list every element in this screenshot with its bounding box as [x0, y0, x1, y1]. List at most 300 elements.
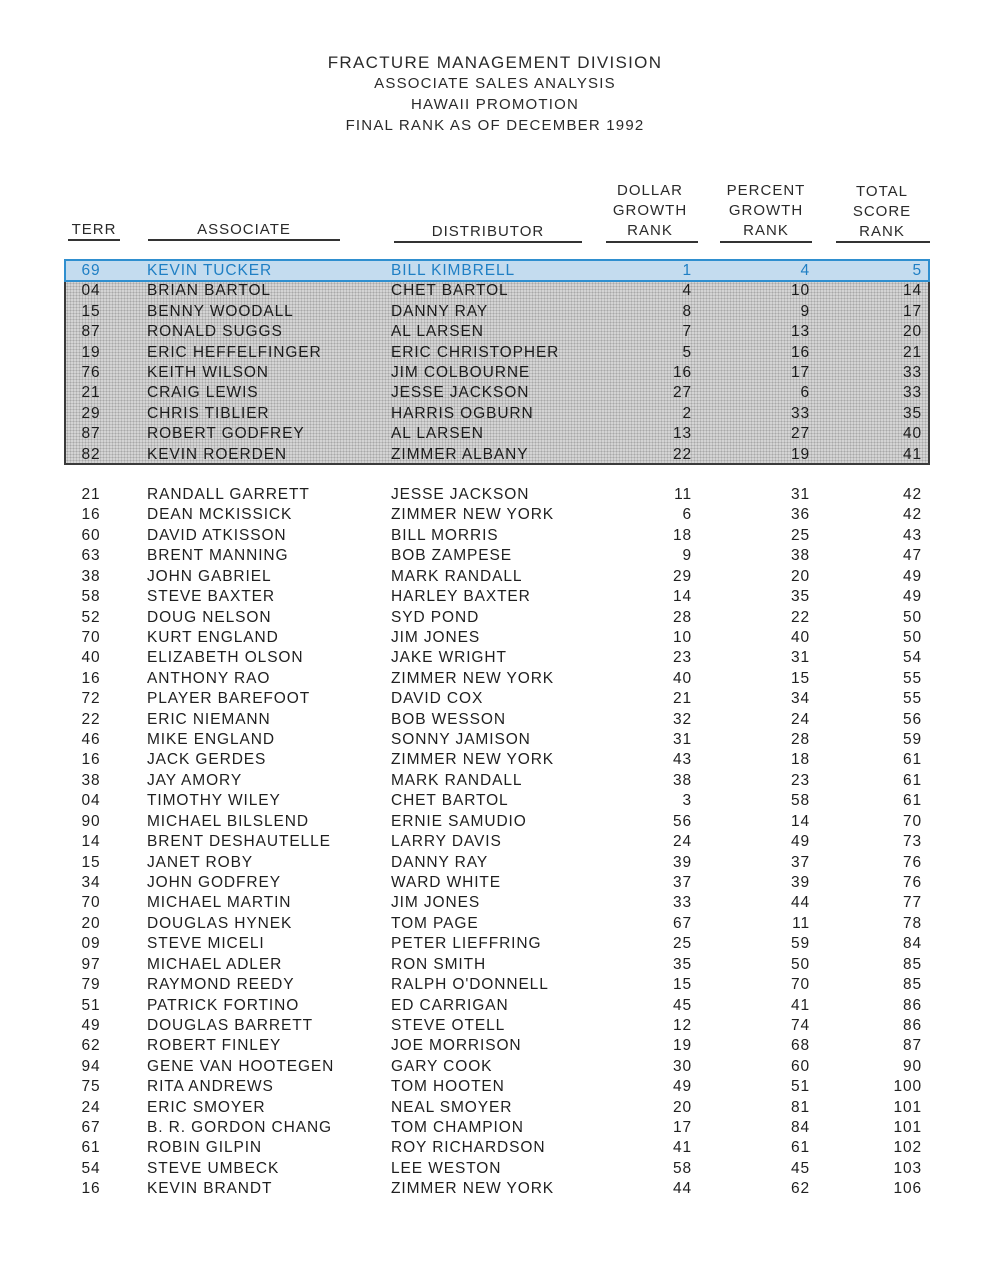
- dollar-rank-cell: 24: [672, 833, 692, 851]
- dollar-rank-cell: 2: [682, 404, 692, 422]
- table-row: [0, 893, 990, 913]
- terr-cell: 09: [81, 935, 101, 953]
- table-row: [0, 975, 990, 995]
- associate-cell: BRENT MANNING: [147, 547, 289, 565]
- highlighted-table-row: [0, 404, 990, 424]
- distributor-cell: JESSE JACKSON: [391, 486, 530, 503]
- percent-rank-cell: 13: [790, 323, 810, 341]
- associate-cell: DEAN MCKISSICK: [147, 506, 293, 524]
- percent-rank-cell: 10: [790, 282, 810, 300]
- dollar-rank-cell: 40: [672, 669, 692, 687]
- percent-rank-cell: 58: [790, 792, 810, 810]
- header-total-score-rank: [836, 182, 928, 242]
- terr-cell: 70: [81, 894, 101, 912]
- distributor-cell: ZIMMER NEW YORK: [391, 506, 555, 524]
- percent-rank-cell: 18: [790, 751, 810, 769]
- distributor-cell: TOM CHAMPION: [391, 1119, 524, 1137]
- total-rank-cell: 61: [902, 751, 922, 769]
- terr-cell: 75: [81, 1078, 101, 1096]
- header-terr-rule: [68, 239, 120, 241]
- percent-rank-cell: 81: [790, 1098, 810, 1116]
- title-promotion: HAWAII PROMOTION: [410, 96, 580, 113]
- table-row: [0, 567, 990, 587]
- total-rank-cell: 40: [902, 425, 922, 443]
- total-rank-cell: 59: [902, 731, 922, 749]
- dollar-rank-cell: 8: [682, 302, 692, 320]
- total-rank-cell: 49: [902, 567, 922, 585]
- total-rank-cell: 77: [902, 894, 922, 912]
- associate-cell: JACK GERDES: [147, 751, 267, 769]
- associate-cell: KEVIN ROERDEN: [147, 445, 288, 463]
- terr-cell: 52: [81, 608, 101, 626]
- dollar-rank-cell: 35: [672, 955, 692, 973]
- dollar-rank-cell: 5: [682, 343, 692, 361]
- percent-rank-cell: 50: [790, 955, 810, 973]
- distributor-cell: AL LARSEN: [391, 323, 484, 341]
- associate-cell: ERIC NIEMANN: [147, 710, 271, 728]
- table-row: [0, 1159, 990, 1179]
- percent-rank-cell: 24: [790, 710, 810, 728]
- terr-cell: 87: [81, 323, 101, 341]
- table-row: [0, 873, 990, 893]
- total-rank-cell: 61: [902, 792, 922, 810]
- associate-cell: PLAYER BAREFOOT: [147, 690, 311, 708]
- distributor-cell: RALPH O'DONNELL: [391, 976, 549, 994]
- percent-rank-cell: 17: [790, 364, 810, 381]
- percent-rank-cell: 6: [800, 384, 810, 402]
- dollar-rank-cell: 10: [672, 628, 692, 646]
- distributor-cell: ERIC CHRISTOPHER: [391, 343, 560, 361]
- highlighted-table-row: [0, 383, 990, 403]
- percent-rank-cell: 31: [790, 486, 810, 503]
- percent-rank-cell: 27: [790, 425, 810, 443]
- distributor-cell: HARRIS OGBURN: [391, 404, 534, 422]
- total-rank-cell: 21: [902, 343, 922, 361]
- dollar-rank-cell: 38: [672, 771, 692, 789]
- header-dollar-line2: GROWTH: [612, 202, 688, 219]
- total-rank-cell: 70: [902, 812, 922, 830]
- terr-cell: 19: [81, 343, 101, 361]
- total-rank-cell: 90: [902, 1057, 922, 1075]
- dollar-rank-cell: 9: [682, 547, 692, 565]
- total-rank-cell: 33: [902, 384, 922, 402]
- table-row: [0, 587, 990, 607]
- associate-cell: JOHN GODFREY: [147, 873, 281, 891]
- terr-cell: 49: [81, 1016, 101, 1034]
- associate-cell: ROBERT GODFREY: [147, 425, 305, 443]
- associate-cell: TIMOTHY WILEY: [147, 792, 281, 810]
- distributor-cell: ZIMMER NEW YORK: [391, 1180, 555, 1198]
- distributor-cell: BOB WESSON: [391, 710, 506, 728]
- terr-cell: 72: [81, 690, 101, 708]
- total-rank-cell: 14: [902, 282, 922, 300]
- total-rank-cell: 33: [902, 364, 922, 381]
- header-percent-line3: RANK: [743, 222, 789, 239]
- total-rank-cell: 86: [902, 996, 922, 1014]
- table-row: [0, 628, 990, 648]
- total-rank-cell: 100: [893, 1078, 922, 1096]
- highlighted-table-row: [0, 424, 990, 444]
- dollar-rank-cell: 49: [672, 1078, 692, 1096]
- table-row: [0, 1057, 990, 1077]
- distributor-cell: STEVE OTELL: [391, 1016, 506, 1034]
- dollar-rank-cell: 4: [682, 282, 692, 300]
- percent-rank-cell: 61: [790, 1139, 810, 1157]
- percent-rank-cell: 4: [800, 262, 810, 279]
- table-row: [0, 832, 990, 852]
- percent-rank-cell: 38: [790, 547, 810, 565]
- terr-cell: 14: [81, 833, 101, 851]
- terr-cell: 70: [81, 628, 101, 646]
- highlighted-table-row: [0, 363, 990, 383]
- terr-cell: 58: [81, 588, 101, 606]
- associate-cell: ROBIN GILPIN: [147, 1139, 263, 1157]
- terr-cell: 63: [81, 547, 101, 565]
- dollar-rank-cell: 13: [672, 425, 692, 443]
- terr-cell: 76: [81, 364, 101, 381]
- distributor-cell: LEE WESTON: [391, 1159, 502, 1177]
- table-row: [0, 546, 990, 566]
- percent-rank-cell: 74: [790, 1016, 810, 1034]
- header-total-rule: [836, 241, 930, 243]
- distributor-cell: LARRY DAVIS: [391, 833, 502, 851]
- table-row: [0, 853, 990, 873]
- table-row: [0, 996, 990, 1016]
- distributor-cell: RON SMITH: [391, 955, 487, 973]
- dollar-rank-cell: 6: [682, 506, 692, 524]
- distributor-cell: PETER LIEFFRING: [391, 935, 542, 953]
- associate-cell: RAYMOND REEDY: [147, 976, 295, 994]
- distributor-cell: TOM HOOTEN: [391, 1078, 505, 1096]
- highlighted-table-row: [0, 302, 990, 322]
- associate-cell: KEVIN BRANDT: [147, 1180, 273, 1198]
- total-rank-cell: 55: [902, 669, 922, 687]
- associate-cell: JAY AMORY: [147, 771, 243, 789]
- dollar-rank-cell: 58: [672, 1159, 692, 1177]
- dollar-rank-cell: 56: [672, 812, 692, 830]
- percent-rank-cell: 51: [790, 1078, 810, 1096]
- highlighted-table-row: [0, 261, 990, 281]
- dollar-rank-cell: 1: [682, 262, 692, 279]
- dollar-rank-cell: 15: [672, 976, 692, 994]
- associate-cell: RONALD SUGGS: [147, 323, 283, 341]
- percent-rank-cell: 68: [790, 1037, 810, 1055]
- terr-cell: 97: [81, 955, 101, 973]
- total-rank-cell: 5: [912, 262, 922, 279]
- dollar-rank-cell: 20: [672, 1098, 692, 1116]
- table-row: [0, 750, 990, 770]
- title-analysis: ASSOCIATE SALES ANALYSIS: [374, 75, 616, 92]
- header-dollar-line3: RANK: [627, 222, 673, 239]
- terr-cell: 69: [81, 262, 101, 279]
- header-total-line1: TOTAL: [856, 183, 908, 200]
- distributor-cell: ERNIE SAMUDIO: [391, 812, 527, 830]
- table-row: [0, 485, 990, 505]
- table-row: [0, 1138, 990, 1158]
- associate-cell: KEITH WILSON: [147, 364, 269, 381]
- terr-cell: 16: [81, 751, 101, 769]
- terr-cell: 16: [81, 669, 101, 687]
- dollar-rank-cell: 3: [682, 792, 692, 810]
- table-row: [0, 812, 990, 832]
- percent-rank-cell: 84: [790, 1119, 810, 1137]
- associate-cell: GENE VAN HOOTEGEN: [147, 1057, 335, 1075]
- associate-cell: B. R. GORDON CHANG: [147, 1119, 332, 1137]
- total-rank-cell: 20: [902, 323, 922, 341]
- percent-rank-cell: 62: [790, 1180, 810, 1198]
- table-row: [0, 914, 990, 934]
- header-terr: TERR: [71, 221, 117, 238]
- table-row: [0, 771, 990, 791]
- distributor-cell: JIM COLBOURNE: [391, 364, 531, 381]
- associate-cell: ROBERT FINLEY: [147, 1037, 282, 1055]
- total-rank-cell: 47: [902, 547, 922, 565]
- associate-cell: ERIC SMOYER: [147, 1098, 266, 1116]
- distributor-cell: GARY COOK: [391, 1057, 493, 1075]
- percent-rank-cell: 9: [800, 302, 810, 320]
- title-rank-date: FINAL RANK AS OF DECEMBER 1992: [345, 117, 645, 134]
- total-rank-cell: 85: [902, 955, 922, 973]
- distributor-cell: MARK RANDALL: [391, 771, 523, 789]
- associate-cell: MICHAEL BILSLEND: [147, 812, 309, 830]
- total-rank-cell: 56: [902, 710, 922, 728]
- percent-rank-cell: 33: [790, 404, 810, 422]
- terr-cell: 16: [81, 1180, 101, 1198]
- distributor-cell: JESSE JACKSON: [391, 384, 530, 402]
- associate-cell: MIKE ENGLAND: [147, 731, 275, 749]
- associate-cell: ANTHONY RAO: [147, 669, 271, 687]
- terr-cell: 15: [81, 853, 101, 871]
- total-rank-cell: 43: [902, 526, 922, 544]
- dollar-rank-cell: 21: [672, 690, 692, 708]
- terr-cell: 29: [81, 404, 101, 422]
- total-rank-cell: 106: [893, 1180, 922, 1198]
- terr-cell: 04: [81, 282, 101, 300]
- percent-rank-cell: 31: [790, 649, 810, 667]
- distributor-cell: TOM PAGE: [391, 914, 479, 932]
- table-row: [0, 526, 990, 546]
- header-percent-line1: PERCENT: [726, 182, 806, 199]
- terr-cell: 24: [81, 1098, 101, 1116]
- distributor-cell: ED CARRIGAN: [391, 996, 509, 1014]
- highlighted-table-row: [0, 322, 990, 342]
- percent-rank-cell: 39: [790, 873, 810, 891]
- total-rank-cell: 41: [902, 445, 922, 463]
- total-rank-cell: 73: [902, 833, 922, 851]
- associate-cell: BRIAN BARTOL: [147, 282, 271, 300]
- associate-cell: JANET ROBY: [147, 853, 254, 871]
- distributor-cell: JIM JONES: [391, 628, 481, 646]
- dollar-rank-cell: 17: [672, 1119, 692, 1137]
- associate-cell: KURT ENGLAND: [147, 628, 279, 646]
- terr-cell: 51: [81, 996, 101, 1014]
- table-row: [0, 955, 990, 975]
- terr-cell: 16: [81, 506, 101, 524]
- associate-cell: RANDALL GARRETT: [147, 486, 310, 503]
- distributor-cell: CHET BARTOL: [391, 282, 509, 300]
- percent-rank-cell: 70: [790, 976, 810, 994]
- table-row: [0, 1118, 990, 1138]
- total-rank-cell: 50: [902, 628, 922, 646]
- associate-cell: ERIC HEFFELFINGER: [147, 343, 322, 361]
- terr-cell: 34: [81, 873, 101, 891]
- percent-rank-cell: 15: [790, 669, 810, 687]
- total-rank-cell: 54: [902, 649, 922, 667]
- dollar-rank-cell: 18: [672, 526, 692, 544]
- percent-rank-cell: 45: [790, 1159, 810, 1177]
- table-row: [0, 710, 990, 730]
- associate-cell: CHRIS TIBLIER: [147, 404, 270, 422]
- percent-rank-cell: 36: [790, 506, 810, 524]
- terr-cell: 38: [81, 567, 101, 585]
- dollar-rank-cell: 19: [672, 1037, 692, 1055]
- header-total-line3: RANK: [859, 223, 905, 240]
- distributor-cell: BOB ZAMPESE: [391, 547, 513, 565]
- percent-rank-cell: 23: [790, 771, 810, 789]
- header-percent-rule: [720, 241, 812, 243]
- terr-cell: 87: [81, 425, 101, 443]
- dollar-rank-cell: 39: [672, 853, 692, 871]
- dollar-rank-cell: 32: [672, 710, 692, 728]
- dollar-rank-cell: 67: [672, 914, 692, 932]
- associate-cell: STEVE UMBECK: [147, 1159, 280, 1177]
- dollar-rank-cell: 12: [672, 1016, 692, 1034]
- distributor-cell: CHET BARTOL: [391, 792, 509, 810]
- highlighted-table-row: [0, 343, 990, 363]
- associate-cell: STEVE BAXTER: [147, 588, 275, 606]
- header-distributor: DISTRIBUTOR: [431, 223, 545, 240]
- distributor-cell: BILL MORRIS: [391, 526, 499, 544]
- percent-rank-cell: 41: [790, 996, 810, 1014]
- percent-rank-cell: 22: [790, 608, 810, 626]
- total-rank-cell: 101: [893, 1098, 922, 1116]
- dollar-rank-cell: 28: [672, 608, 692, 626]
- terr-cell: 22: [81, 710, 101, 728]
- total-rank-cell: 102: [893, 1139, 922, 1157]
- total-rank-cell: 87: [902, 1037, 922, 1055]
- terr-cell: 82: [81, 445, 101, 463]
- total-rank-cell: 76: [902, 873, 922, 891]
- distributor-cell: JAKE WRIGHT: [391, 649, 507, 667]
- dollar-rank-cell: 41: [672, 1139, 692, 1157]
- dollar-rank-cell: 31: [672, 731, 692, 749]
- distributor-cell: JOE MORRISON: [391, 1037, 522, 1055]
- percent-rank-cell: 44: [790, 894, 810, 912]
- dollar-rank-cell: 33: [672, 894, 692, 912]
- table-row: [0, 1016, 990, 1036]
- total-rank-cell: 76: [902, 853, 922, 871]
- associate-cell: DOUGLAS BARRETT: [147, 1016, 313, 1034]
- dollar-rank-cell: 43: [672, 751, 692, 769]
- terr-cell: 94: [81, 1057, 101, 1075]
- associate-cell: JOHN GABRIEL: [147, 567, 272, 585]
- terr-cell: 46: [81, 731, 101, 749]
- table-row: [0, 1036, 990, 1056]
- header-distributor-rule: [394, 241, 582, 243]
- associate-cell: CRAIG LEWIS: [147, 384, 259, 402]
- total-rank-cell: 50: [902, 608, 922, 626]
- total-rank-cell: 42: [902, 486, 922, 503]
- terr-cell: 90: [81, 812, 101, 830]
- distributor-cell: ROY RICHARDSON: [391, 1139, 546, 1157]
- dollar-rank-cell: 27: [672, 384, 692, 402]
- terr-cell: 20: [81, 914, 101, 932]
- header-dollar-line1: DOLLAR: [616, 182, 684, 199]
- header-dollar-growth-rank: [604, 181, 696, 241]
- distributor-cell: DANNY RAY: [391, 853, 489, 871]
- terr-cell: 15: [81, 302, 101, 320]
- table-row: [0, 689, 990, 709]
- associate-cell: BENNY WOODALL: [147, 302, 294, 320]
- dollar-rank-cell: 45: [672, 996, 692, 1014]
- terr-cell: 21: [81, 384, 101, 402]
- terr-cell: 54: [81, 1159, 101, 1177]
- associate-cell: KEVIN TUCKER: [147, 262, 273, 279]
- header-percent-line2: GROWTH: [728, 202, 804, 219]
- percent-rank-cell: 37: [790, 853, 810, 871]
- distributor-cell: AL LARSEN: [391, 425, 484, 443]
- associate-cell: MICHAEL MARTIN: [147, 894, 292, 912]
- percent-rank-cell: 34: [790, 690, 810, 708]
- associate-cell: PATRICK FORTINO: [147, 996, 300, 1014]
- percent-rank-cell: 20: [790, 567, 810, 585]
- distributor-cell: NEAL SMOYER: [391, 1098, 513, 1116]
- total-rank-cell: 35: [902, 404, 922, 422]
- header-associate-rule: [148, 239, 340, 241]
- total-rank-cell: 85: [902, 976, 922, 994]
- total-rank-cell: 61: [902, 771, 922, 789]
- table-row: [0, 934, 990, 954]
- total-rank-cell: 101: [893, 1119, 922, 1137]
- total-rank-cell: 86: [902, 1016, 922, 1034]
- percent-rank-cell: 28: [790, 731, 810, 749]
- table-row: [0, 669, 990, 689]
- percent-rank-cell: 16: [790, 343, 810, 361]
- dollar-rank-cell: 23: [672, 649, 692, 667]
- terr-cell: 04: [81, 792, 101, 810]
- table-row: [0, 1179, 990, 1199]
- document-title: [0, 52, 990, 136]
- terr-cell: 40: [81, 649, 101, 667]
- terr-cell: 67: [81, 1119, 101, 1137]
- table-row: [0, 1098, 990, 1118]
- distributor-cell: DANNY RAY: [391, 302, 489, 320]
- terr-cell: 61: [81, 1139, 101, 1157]
- dollar-rank-cell: 7: [682, 323, 692, 341]
- total-rank-cell: 17: [902, 302, 922, 320]
- table-row: [0, 1077, 990, 1097]
- associate-cell: MICHAEL ADLER: [147, 955, 283, 973]
- table-row: [0, 648, 990, 668]
- highlighted-table-row: [0, 281, 990, 301]
- header-total-line2: SCORE: [852, 203, 912, 220]
- header-dollar-rule: [606, 241, 698, 243]
- distributor-cell: JIM JONES: [391, 894, 481, 912]
- percent-rank-cell: 40: [790, 628, 810, 646]
- total-rank-cell: 103: [893, 1159, 922, 1177]
- terr-cell: 38: [81, 771, 101, 789]
- dollar-rank-cell: 16: [672, 364, 692, 381]
- title-division: FRACTURE MANAGEMENT DIVISION: [327, 53, 663, 72]
- associate-cell: RITA ANDREWS: [147, 1078, 274, 1096]
- distributor-cell: MARK RANDALL: [391, 567, 523, 585]
- percent-rank-cell: 60: [790, 1057, 810, 1075]
- total-rank-cell: 42: [902, 506, 922, 524]
- distributor-cell: DAVID COX: [391, 690, 484, 708]
- distributor-cell: WARD WHITE: [391, 873, 502, 891]
- terr-cell: 62: [81, 1037, 101, 1055]
- distributor-cell: SYD POND: [391, 608, 480, 626]
